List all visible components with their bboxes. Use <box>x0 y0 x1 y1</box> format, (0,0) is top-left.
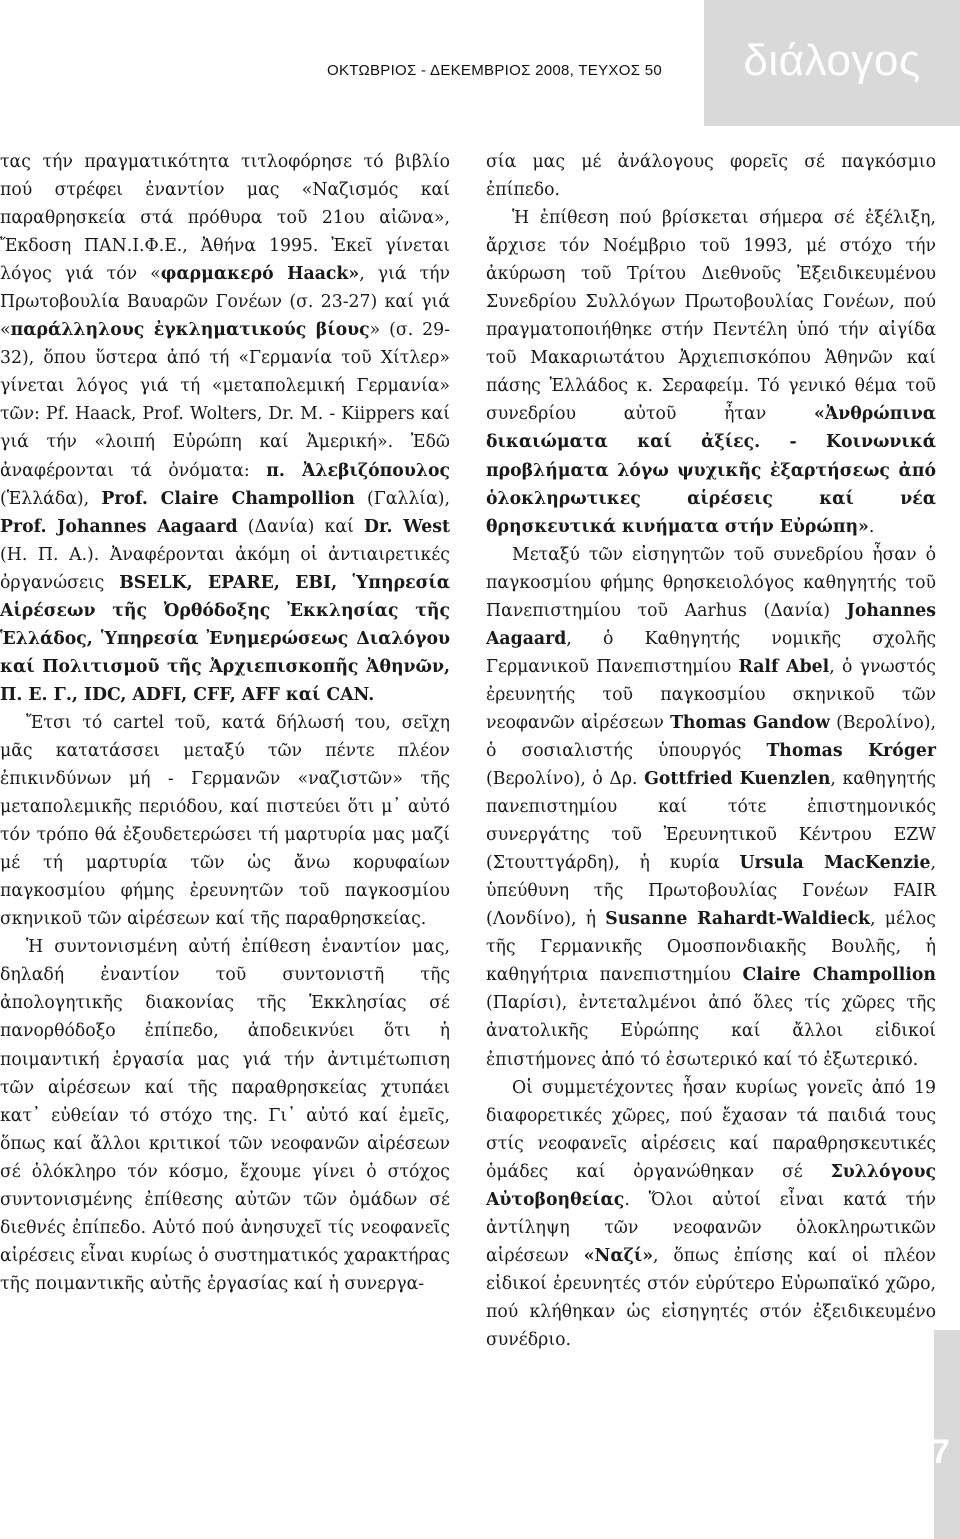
text-run: . <box>868 516 875 537</box>
text-run: , ὁ γνωστός ἐρευνητής τοῦ παγκοσμίου σκηνικοῦ τῶν νεοφανῶν αἱρέσεων <box>486 656 936 733</box>
text-run: , γιά τήν Πρωτοβουλία Βαυαρῶν Γονέων (σ. 23-27) καί γιά « <box>0 264 450 341</box>
right-paragraph-2 <box>486 204 936 541</box>
text-run: , μέλος τῆς Γερμανικῆς Ομοσπονδιακῆς Βουλῆς, ἡ καθηγήτρια πανεπιστημίου <box>486 909 936 986</box>
bold-run: Susanne Rahardt-Waldieck <box>605 909 871 930</box>
issue-date-line: ΟΚΤΩΒΡΙΟΣ - ΔΕΚΕΜΒΡΙΟΣ 2008, ΤΕΥΧΟΣ 50 <box>327 62 663 79</box>
left-paragraph-2: Ἔτσι τό cartel τοῦ, κατά δήλωσή του, σεῖχη μᾶς κατατάσσει μεταξύ τῶν πέντε πλέον ἐπικινδύνων μή - Γερμανῶν «ναζιστῶν» τῆς μεταπολεμικῆς περιόδου, καί πιστεύει ὅτι μ᾿ αὐτό τόν τρόπο θά ἐξουδετερώσει τή μαρτυρία μας μαζί μέ τή μαρτυρία τῶν ὡς ἄνω κορυφαίων παγκοσμίου φήμης ἐρευνητῶν τοῦ παγκοσμίου σκηνικοῦ τῶν αἱρέσεων καί τῆς παραθρησκείας. <box>0 712 450 930</box>
bold-run: Gottfried Kuenzlen <box>644 769 831 790</box>
text-run: τας τήν πραγματικότητα τιτλοφόρησε τό βιβλίο πού στρέφει ἐναντίον μας «Ναζισμός καί παραθρησκεία στά πρόθυρα τοῦ 21ου αἰῶνα», Ἔκδοση ΠΑΝ.Ι.Φ.Ε., Ἀθήνα 1995. Ἐκεῖ γίνεται λόγος γιά τόν « <box>0 152 450 285</box>
left-text-column <box>0 148 450 1298</box>
right-paragraph-3 <box>486 541 936 1074</box>
bold-run: «Ναζί» <box>583 1245 654 1266</box>
right-paragraph-1: σία μας μέ ἀνάλογους φορεῖς σέ παγκόσμιο ἐπίπεδο. <box>486 152 936 201</box>
text-run: (Βερολίνο), ὁ Δρ. <box>486 769 645 790</box>
text-run: » (σ. 29-32), ὅπου ὕστερα ἀπό τή «Γερμανία τοῦ Χίτλερ» γίνεται λόγος γιά τή «μεταπολεμική Γερμανία» τῶν: Pf. Haack, Prof. Wolters, Dr. M. - Kiippers καί γιά τήν «λοιπή Εὐρώπη καί Ἀμερική». Ἐδῶ ἀναφέρονται τά ὀνόματα: <box>0 320 450 481</box>
magazine-name: διάλογος <box>743 36 921 85</box>
right-text-column <box>486 148 936 1354</box>
bold-run: παράλληλους ἐγκληματικούς βίους <box>10 320 370 341</box>
text-run: , ὅπως ἐπίσης καί οἱ πλέον εἰδικοί ἐρευνητές στόν εὐρύτερο Εὐρωπαϊκό χῶρο, πού κλήθηκαν ὡς εἰσηγητές στόν ἐξειδικευμένο συνέδριο. <box>486 1245 936 1350</box>
bold-run: π. Ἀλεβιζόπουλος <box>266 460 450 481</box>
bold-run: Prof. Johannes Aagaard <box>0 516 238 537</box>
left-paragraph-3: Ἡ συντονισμένη αὐτή ἐπίθεση ἐναντίον μας, δηλαδή ἐναντίον τοῦ συντονιστῆ τῆς ἀπολογητικῆς διακονίας τῆς Ἐκκλησίας σέ πανορθόδοξο ἐπίπεδο, ἀποδεικνύει ὅτι ἡ ποιμαντική ἐργασία μας γιά τήν ἀντιμέτωπιση τῶν αἱρέσεων καί τῆς παραθρησκείας χτυπάει κατ᾿ εὐθείαν τό στόχο της. Γι᾿ αὐτό καί ἐμεῖς, ὅπως καί ἄλλοι κριτικοί τῶν νεοφανῶν αἱρέσεων σέ ὁλόκληρο τόν κόσμο, ἔχουμε γίνει ὁ στόχος συντονισμένης ἐπίθεσης αὐτῶν τῶν ὁμάδων σέ διεθνές ἐπίπεδο. Αὐτό πού ἀνησυχεῖ τίς νεοφανεῖς αἱρέσεις εἶναι κυρίως ὁ συστηματικός χαρακτήρας τῆς ποιμαντικῆς αὐτῆς ἐργασίας καί ἡ συνεργα- <box>0 937 450 1294</box>
bold-run: BSELK, EPARE, EBI, Ὑπηρεσία Αἱρέσεων τῆς Ὀρθόδοξης Ἐκκλησίας τῆς Ἑλλάδος, Ὑπηρεσία Ἐνημερώσεως Διαλόγου καί Πολιτισμοῦ τῆς Ἀρχιεπισκοπῆς Ἀθηνῶν, Π. Ε. Γ., IDC, ADFI, CFF, AFF καί CAN. <box>0 572 450 705</box>
bold-run: φαρμακερό Haack» <box>160 264 360 285</box>
bold-run: Claire Champollion <box>742 965 936 986</box>
page-number: 7 <box>931 1433 950 1471</box>
text-run: Ἡ ἐπίθεση πού βρίσκεται σήμερα σέ ἐξέλιξη, ἄρχισε τόν Νοέμβριο τοῦ 1993, μέ στόχο τήν ἀκύρωση τοῦ Τρίτου Διεθνοῦς Ἐξειδικευμένου Συνεδρίου Συλλόγων Πρωτοβουλίας Γονέων, πού πραγματοποιήθηκε στήν Πεντέλη ὑπό τήν αἰγίδα τοῦ Μακαριωτάτου Ἀρχιεπισκόπου Ἀθηνῶν καί πάσης Ἑλλάδος κ. Σεραφείμ. Τό γενικό θέμα τοῦ συνεδρίου αὐτοῦ ἦταν <box>486 208 936 425</box>
text-run: (Βερολίνο), ὁ σοσιαλιστής ὑπουργός <box>486 712 937 761</box>
bold-run: Dr. West <box>364 516 450 537</box>
bold-run: Ralf Abel <box>738 656 830 677</box>
bold-run: Συλλόγους Αὐτοβοηθείας <box>486 1161 936 1210</box>
bold-run: Prof. Claire Champollion <box>101 488 355 509</box>
text-run: , ὁ Καθηγητής νομικῆς σχολῆς Γερμανικοῦ Πανεπιστημίου <box>486 628 936 677</box>
text-run: Οἱ συμμετέχοντες ἦσαν κυρίως γονεῖς ἀπό 19 διαφορετικές χῶρες, πού ἔχασαν τά παιδιά τους στίς νεοφανεῖς αἱρέσεις καί παραθρησκευτικές ὁμάδες καί ὀργανώθηκαν σέ <box>486 1077 936 1182</box>
text-run: (Ἑλλάδα), <box>0 488 102 509</box>
bold-run: Thomas Gandow <box>670 712 830 733</box>
text-run: (Παρίσι), ἐντεταλμένοι ἀπό ὅλες τίς χῶρες τῆς ἀνατολικῆς Εὐρώπης καί ἄλλοι εἰδικοί ἐπιστήμονες ἀπό τό ἐσωτερικό καί τό ἐξωτερικό. <box>486 993 936 1070</box>
bold-run: Ursula MacKenzie <box>739 853 931 874</box>
text-run: . Ὅλοι αὐτοί εἶναι κατά τήν ἀντίληψη τῶν νεοφανῶν ὁλοκληρωτικῶν αἱρέσεων <box>486 1189 936 1266</box>
right-paragraph-4 <box>486 1074 936 1354</box>
text-run: , καθηγητής πανεπιστημίου καί τότε ἐπιστημονικός συνεργάτης τοῦ Ἐρευνητικοῦ Κέντρου EZW (Στουττγάρδη), ἡ κυρία <box>486 769 936 874</box>
left-paragraph-1 <box>0 148 450 709</box>
text-run: (Γαλλία), <box>354 488 450 509</box>
text-run: Μεταξύ τῶν εἰσηγητῶν τοῦ συνεδρίου ἦσαν ὁ παγκοσμίου φήμης θρησκειολόγος καθηγητής τοῦ Πανεπιστημίου τοῦ Aarhus (Δανία) <box>486 544 936 621</box>
bold-run: «Ἀνθρώπινα δικαιώματα καί ἀξίες. - Κοινωνικά προβλήματα λόγω ψυχικῆς ἐξαρτήσεως ἀπό ὁλοκληρωτικες αἱρέσεις καί νέα θρησκευτικά κινήματα στήν Εὐρώπη» <box>486 404 936 537</box>
text-run: , ὑπεύθυνη τῆς Πρωτοβουλίας Γονέων FAIR (Λονδίνο), ἡ <box>486 853 936 930</box>
magazine-logo-box <box>704 0 960 126</box>
bold-run: Thomas Króger <box>766 740 936 761</box>
text-run: (Η. Π. Α.). Ἀναφέρονται ἀκόμη οἱ ἀντιαιρετικές ὀργανώσεις <box>0 544 450 593</box>
text-run: (Δανία) καί <box>237 516 365 537</box>
bold-run: Johannes Aagaard <box>486 600 936 649</box>
